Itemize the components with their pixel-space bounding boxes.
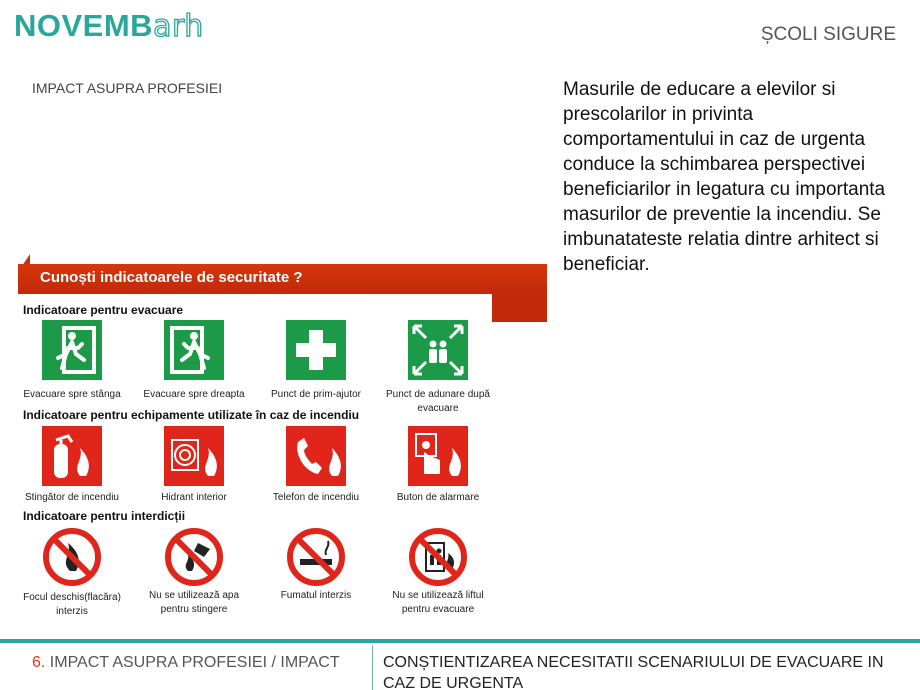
caption-no-smoking: Fumatul interzis xyxy=(280,590,352,601)
first-aid-icon xyxy=(286,320,346,380)
exit-right-icon xyxy=(164,320,224,380)
footer-topic: CONȘTIENTIZAREA NECESITATII SCENARIULUI DE EVACUARE IN CAZ DE URGENTA xyxy=(383,654,884,690)
caption-alarm-button: Buton de alarmare xyxy=(396,492,480,503)
logo xyxy=(14,8,204,44)
footer-section: IMPACT ASUPRA PROFESIEI / IMPACT xyxy=(45,654,340,671)
assembly-point-icon xyxy=(408,320,468,380)
caption-hydrant: Hidrant interior xyxy=(161,492,227,503)
caption-assembly-point: Punct de adunare după evacuare xyxy=(386,389,490,414)
no-open-flame-icon xyxy=(42,527,102,587)
section-heading-prohibitions: Indicatoare pentru interdicții xyxy=(23,509,186,523)
caption-first-aid: Punct de prim-ajutor xyxy=(270,389,362,400)
caption-exit-left: Evacuare spre stânga xyxy=(23,389,121,400)
section-heading-evacuation: Indicatoare pentru evacuare xyxy=(23,303,184,317)
fire-hydrant-icon xyxy=(164,426,224,486)
no-water-icon xyxy=(164,527,224,587)
fire-phone-icon xyxy=(286,426,346,486)
exit-left-icon xyxy=(42,320,102,380)
no-elevator-icon xyxy=(408,527,468,587)
body-paragraph: Masurile de educare a elevilor si prescolarilor in privinta comportamentului in caz de urgenta conduce la schimbarea perspectivei beneficiarilor in legatura cu importanta masurilor de preventie la incendiu. Se imbunatateste relatia dintre arhitect si beneficiar. xyxy=(563,79,886,275)
logo-part-1: NOVEMB xyxy=(14,8,154,43)
fire-extinguisher-icon xyxy=(42,426,102,486)
caption-no-water: Nu se utilizează apa pentru stingere xyxy=(148,590,240,615)
footer-vertical-divider xyxy=(372,645,373,690)
logo-part-2: arh xyxy=(153,9,204,44)
caption-no-open-flame: Focul deschis(flacăra) interzis xyxy=(23,592,121,617)
no-smoking-icon xyxy=(286,527,346,587)
caption-extinguisher: Stingător de incendiu xyxy=(25,492,119,503)
alarm-button-icon xyxy=(408,426,468,486)
program-title: ȘCOLI SIGURE xyxy=(760,24,896,45)
banner-tail xyxy=(492,294,547,322)
caption-fire-phone: Telefon de incendiu xyxy=(272,492,360,503)
caption-no-elevator: Nu se utilizează liftul pentru evacuare xyxy=(392,590,484,615)
section-label: IMPACT ASUPRA PROFESIEI xyxy=(32,80,223,96)
footer-divider-line xyxy=(0,639,920,643)
footer-slide-number: 6. xyxy=(32,654,46,671)
section-heading-equipment: Indicatoare pentru echipamente utilizate în caz de incendiu xyxy=(23,408,360,422)
safety-signs-poster xyxy=(18,246,547,620)
poster-title: Cunoști indicatoarele de securitate ? xyxy=(18,264,547,294)
caption-exit-right: Evacuare spre dreapta xyxy=(143,389,245,400)
footer-breadcrumb xyxy=(32,654,340,672)
